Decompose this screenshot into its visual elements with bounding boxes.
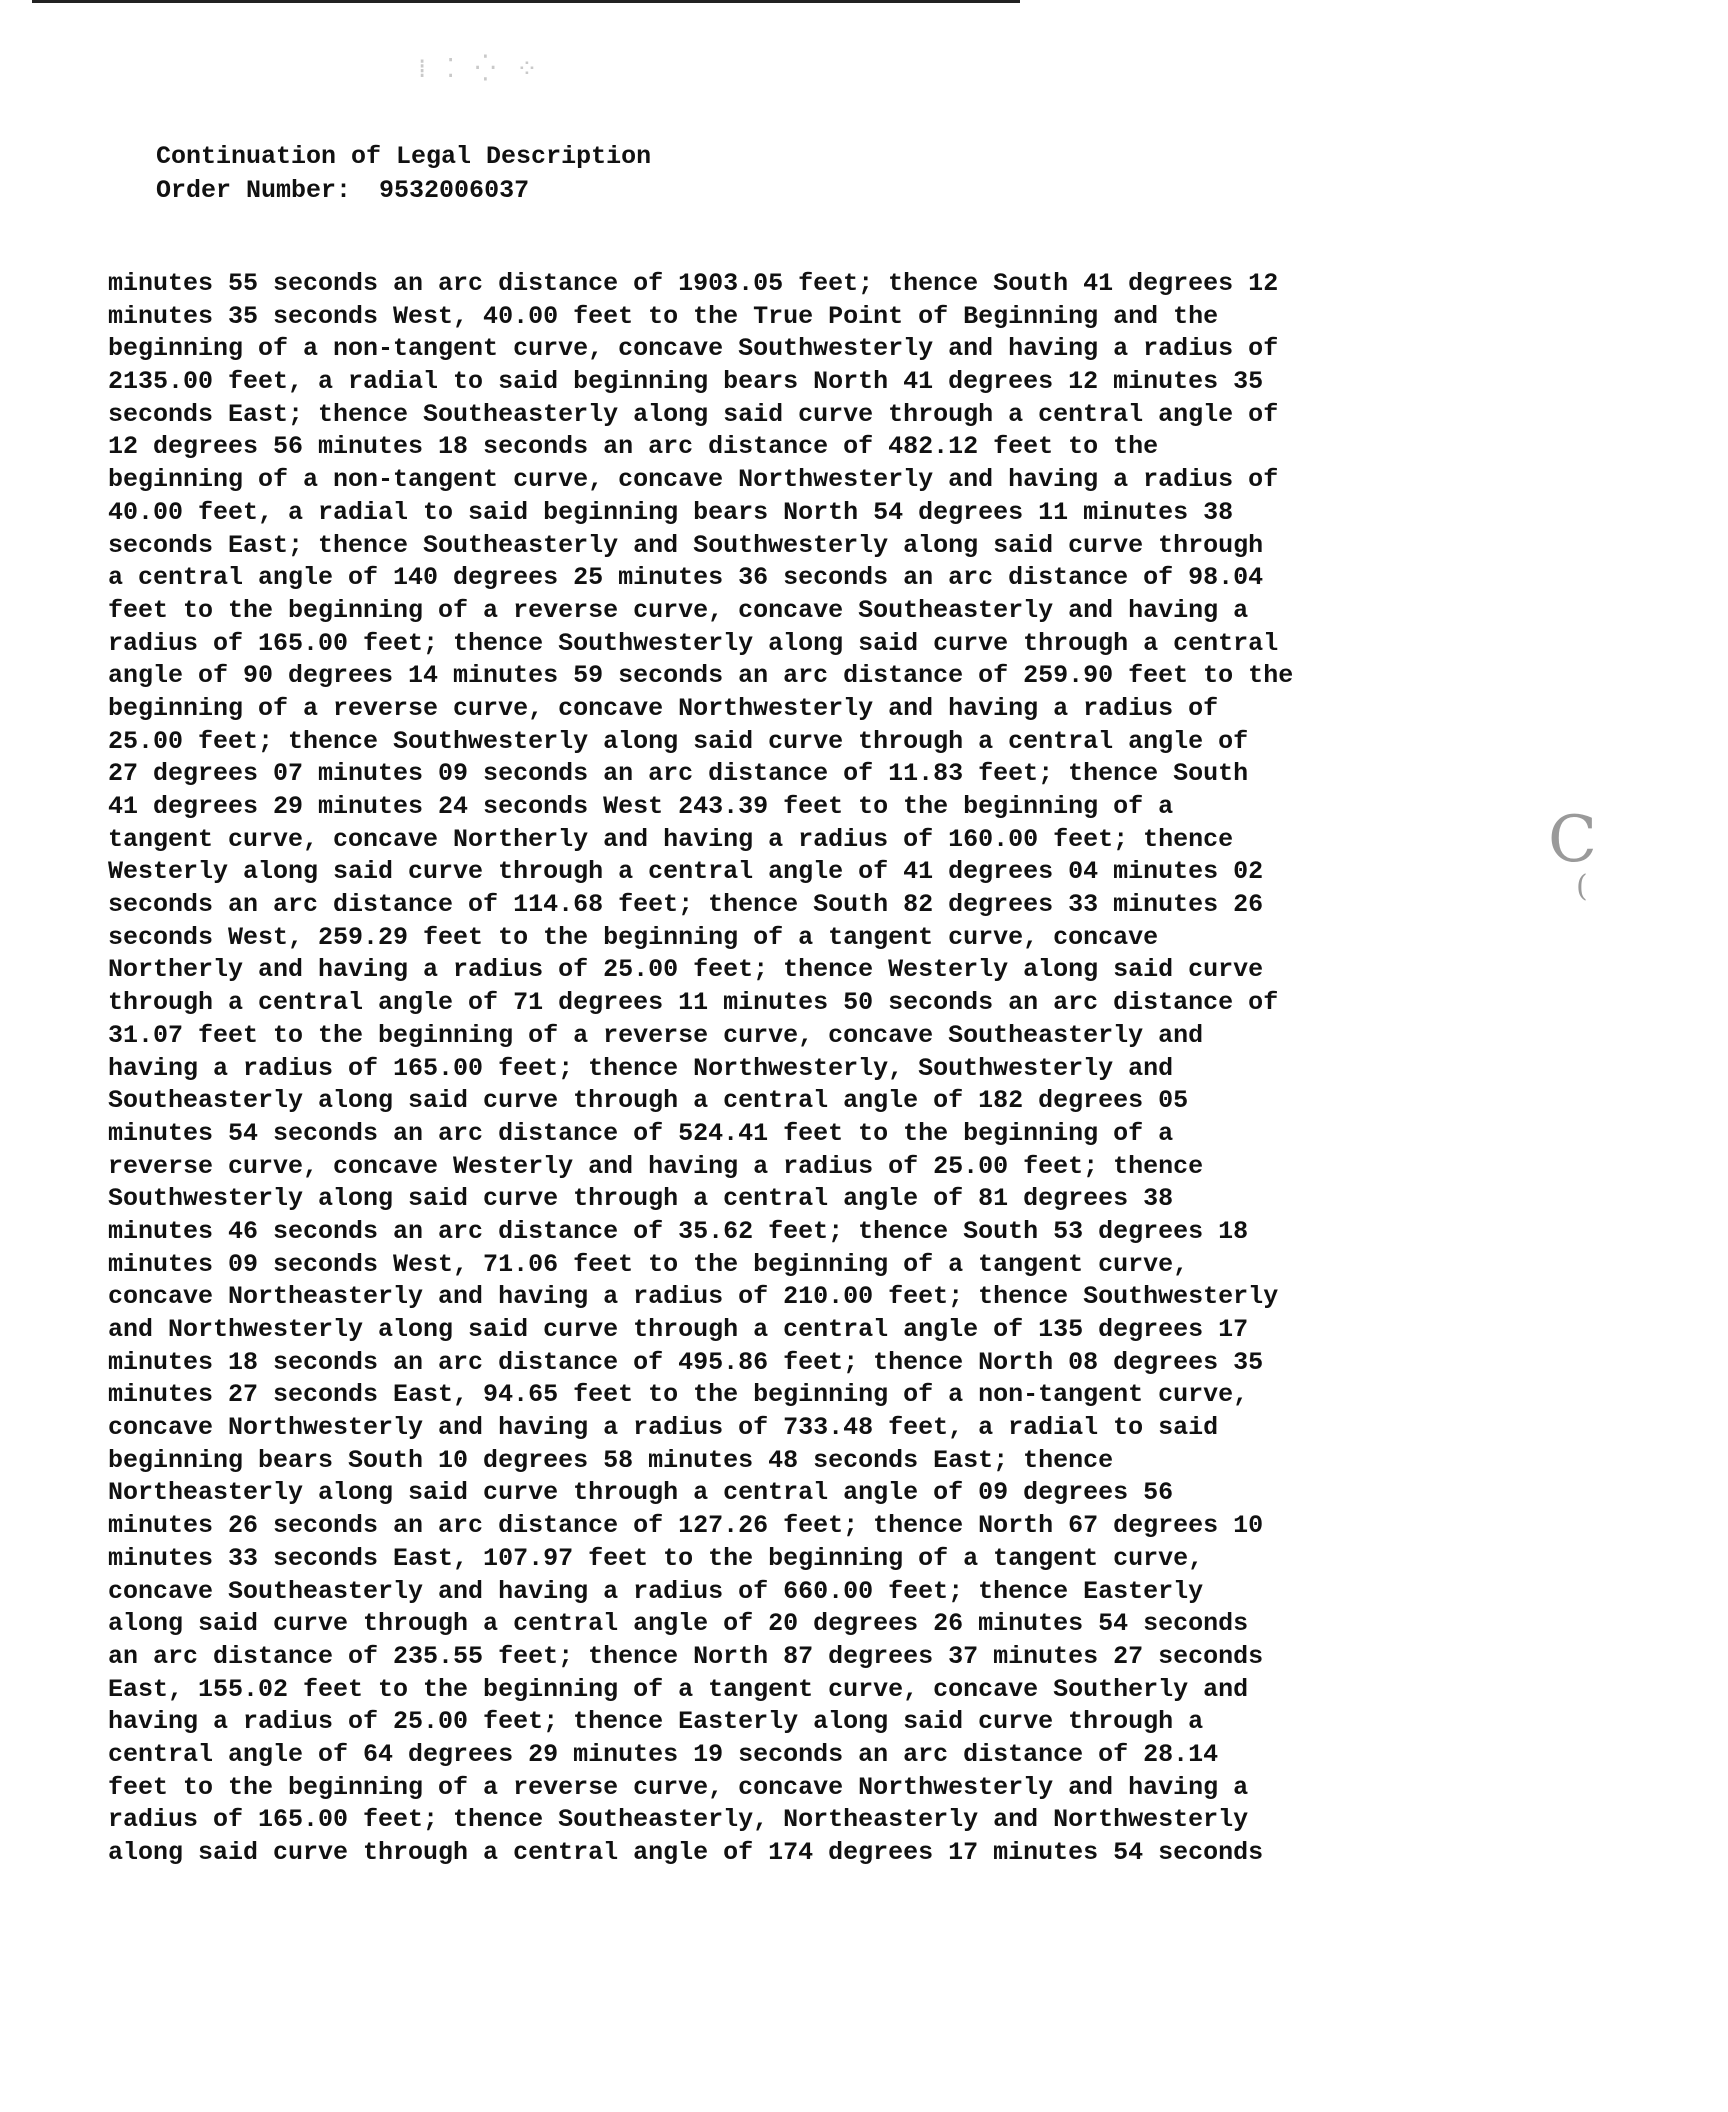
- body-line: minutes 35 seconds West, 40.00 feet to the True Point of Beginning and the: [108, 301, 1219, 331]
- body-line: along said curve through a central angle of 174 degrees 17 minutes 54 seconds: [108, 1838, 1264, 1867]
- body-line: reverse curve, concave Westerly and having a radius of 25.00 feet; thence: [108, 1151, 1204, 1181]
- body-line: Westerly along said curve through a central angle of 41 degrees 04 minutes 02: [108, 857, 1264, 887]
- handwritten-margin-mark: C (: [1548, 803, 1597, 904]
- document-header: [156, 140, 651, 208]
- body-line: 12 degrees 56 minutes 18 seconds an arc distance of 482.12 feet to the: [108, 432, 1159, 462]
- body-line: Northeasterly along said curve through a central angle of 09 degrees 56: [108, 1478, 1174, 1508]
- body-line: East, 155.02 feet to the beginning of a tangent curve, concave Southerly and: [108, 1674, 1249, 1704]
- body-line: minutes 26 seconds an arc distance of 127.26 feet; thence North 67 degrees 10: [108, 1511, 1264, 1541]
- body-line: feet to the beginning of a reverse curve, concave Northwesterly and having a: [108, 1772, 1249, 1802]
- order-number-value: 9532006037: [379, 176, 530, 205]
- body-line: 41 degrees 29 minutes 24 seconds West 243.39 feet to the beginning of a: [108, 792, 1174, 821]
- body-line: minutes 27 seconds East, 94.65 feet to the beginning of a non-tangent curve,: [108, 1380, 1249, 1410]
- body-line: feet to the beginning of a reverse curve, concave Southeasterly and having a: [108, 595, 1249, 625]
- body-line: minutes 55 seconds an arc distance of 1903.05 feet; thence South 41 degrees 12: [108, 269, 1279, 298]
- body-line: seconds West, 259.29 feet to the beginning of a tangent curve, concave: [108, 922, 1159, 952]
- body-line: Northerly and having a radius of 25.00 feet; thence Westerly along said curve: [108, 955, 1264, 985]
- body-line: minutes 46 seconds an arc distance of 35.62 feet; thence South 53 degrees 18: [108, 1216, 1249, 1246]
- body-line: 25.00 feet; thence Southwesterly along said curve through a central angle of: [108, 726, 1249, 756]
- body-line: tangent curve, concave Northerly and having a radius of 160.00 feet; thence: [108, 824, 1234, 854]
- body-line: seconds East; thence Southeasterly and Southwesterly along said curve through: [108, 530, 1264, 560]
- legal-description-body: [108, 268, 1508, 1870]
- body-line: radius of 165.00 feet; thence Southeasterly, Northeasterly and Northwesterly: [108, 1805, 1249, 1835]
- document-title: Continuation of Legal Description: [156, 142, 652, 171]
- body-line: beginning of a reverse curve, concave Northwesterly and having a radius of: [108, 693, 1219, 723]
- body-line: 2135.00 feet, a radial to said beginning bears North 41 degrees 12 minutes 35: [108, 367, 1264, 397]
- body-line: beginning bears South 10 degrees 58 minutes 48 seconds East; thence: [108, 1445, 1114, 1475]
- body-line: 27 degrees 07 minutes 09 seconds an arc distance of 11.83 feet; thence South: [108, 759, 1249, 789]
- body-line: minutes 33 seconds East, 107.97 feet to the beginning of a tangent curve,: [108, 1543, 1204, 1573]
- body-line: 40.00 feet, a radial to said beginning bears North 54 degrees 11 minutes 38: [108, 497, 1234, 527]
- body-line: angle of 90 degrees 14 minutes 59 seconds an arc distance of 259.90 feet to the: [108, 661, 1294, 691]
- body-line: minutes 54 seconds an arc distance of 524.41 feet to the beginning of a: [108, 1118, 1174, 1148]
- body-line: minutes 09 seconds West, 71.06 feet to the beginning of a tangent curve,: [108, 1249, 1189, 1279]
- faint-stamp-mark: ⁞ ⁚ ⁛ ⁘: [418, 54, 544, 84]
- order-number-label: Order Number:: [156, 176, 352, 205]
- body-line: seconds East; thence Southeasterly along said curve through a central angle of: [108, 399, 1279, 429]
- body-line: beginning of a non-tangent curve, concave Southwesterly and having a radius of: [108, 334, 1279, 364]
- body-line: and Northwesterly along said curve through a central angle of 135 degrees 17: [108, 1315, 1249, 1344]
- body-line: an arc distance of 235.55 feet; thence North 87 degrees 37 minutes 27 seconds: [108, 1641, 1264, 1671]
- top-rule: [32, 0, 1020, 3]
- body-line: a central angle of 140 degrees 25 minutes 36 seconds an arc distance of 98.04: [108, 563, 1264, 593]
- body-line: beginning of a non-tangent curve, concave Northwesterly and having a radius of: [108, 465, 1279, 495]
- body-line: through a central angle of 71 degrees 11 minutes 50 seconds an arc distance of: [108, 988, 1279, 1018]
- body-line: seconds an arc distance of 114.68 feet; thence South 82 degrees 33 minutes 26: [108, 890, 1264, 920]
- body-line: 31.07 feet to the beginning of a reverse curve, concave Southeasterly and: [108, 1020, 1204, 1050]
- body-line: radius of 165.00 feet; thence Southwesterly along said curve through a central: [108, 628, 1279, 658]
- body-line: concave Northwesterly and having a radius of 733.48 feet, a radial to said: [108, 1413, 1219, 1443]
- body-line: central angle of 64 degrees 29 minutes 19 seconds an arc distance of 28.14: [108, 1739, 1219, 1769]
- body-line: Southeasterly along said curve through a central angle of 182 degrees 05: [108, 1086, 1189, 1116]
- body-line: minutes 18 seconds an arc distance of 495.86 feet; thence North 08 degrees 35: [108, 1347, 1264, 1377]
- body-line: having a radius of 25.00 feet; thence Easterly along said curve through a: [108, 1707, 1204, 1737]
- order-number-line: [156, 174, 651, 208]
- body-line: concave Southeasterly and having a radius of 660.00 feet; thence Easterly: [108, 1576, 1204, 1606]
- body-line: having a radius of 165.00 feet; thence Northwesterly, Southwesterly and: [108, 1053, 1174, 1083]
- body-line: concave Northeasterly and having a radius of 210.00 feet; thence Southwesterly: [108, 1282, 1279, 1312]
- body-line: along said curve through a central angle of 20 degrees 26 minutes 54 seconds: [108, 1609, 1249, 1639]
- body-line: Southwesterly along said curve through a central angle of 81 degrees 38: [108, 1184, 1174, 1214]
